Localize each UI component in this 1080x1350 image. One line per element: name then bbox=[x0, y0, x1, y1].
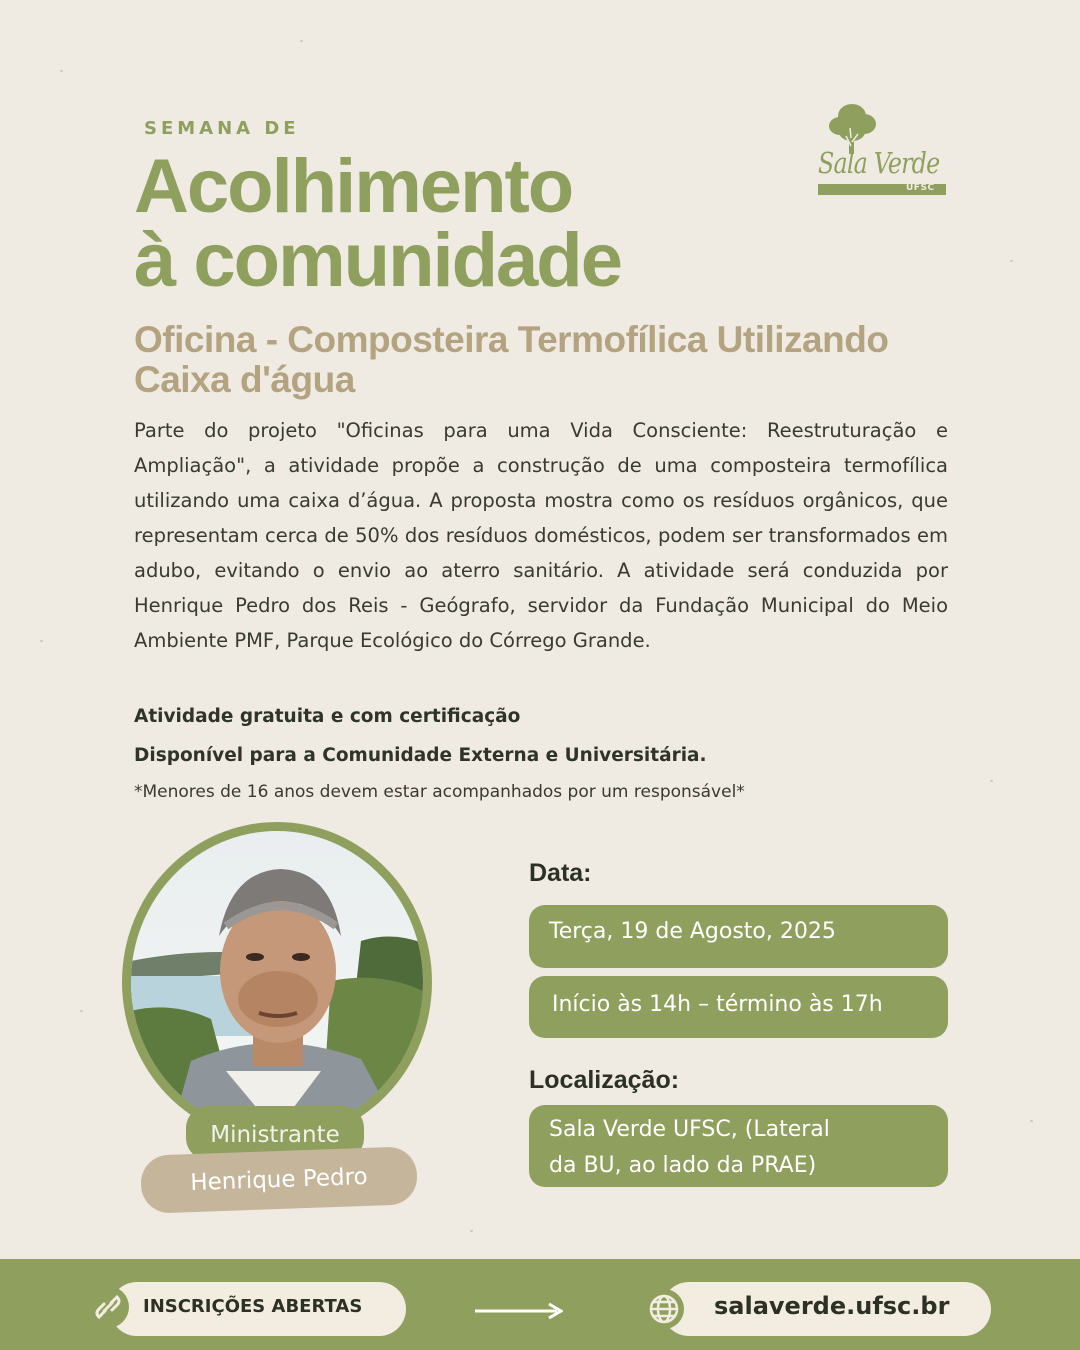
location-line-2: da BU, ao lado da PRAE) bbox=[549, 1153, 817, 1178]
kicker-text: SEMANA DE bbox=[144, 118, 300, 139]
logo-name: Sala Verde bbox=[818, 146, 940, 180]
link-icon bbox=[86, 1285, 130, 1329]
background-speck bbox=[60, 70, 63, 72]
title-line-1: Acolhimento bbox=[134, 144, 573, 229]
note-minors: *Menores de 16 anos devem estar acompanhados por um responsável* bbox=[134, 782, 745, 802]
page-title bbox=[134, 144, 834, 303]
event-description: Parte do projeto "Oficinas para uma Vida Consciente: Reestruturação e Ampliação", a atividade propõe a construção de uma composteira termofílica utilizando uma caixa d’água. A proposta mostra como os resíduos orgânicos, que representam cerca de 50% dos resíduos domésticos, podem ser transformados em adubo, evitando o envio ao aterro sanitário. A atividade será conduzida por Henrique Pedro dos Reis - Geógrafo, servidor da Fundação Municipal do Meio Ambiente PMF, Parque Ecológico do Córrego Grande. bbox=[134, 419, 948, 652]
arrow-right-icon bbox=[475, 1302, 563, 1320]
speaker-photo bbox=[131, 831, 423, 1133]
note-free: Atividade gratuita e com certificação bbox=[134, 706, 521, 727]
background-speck bbox=[40, 640, 43, 642]
speaker-name: Henrique Pedro bbox=[140, 1146, 418, 1214]
location-line-1: Sala Verde UFSC, (Lateral bbox=[549, 1117, 830, 1142]
date-label: Data: bbox=[529, 859, 592, 887]
registration-label[interactable]: INSCRIÇÕES ABERTAS bbox=[143, 1296, 363, 1317]
background-speck bbox=[80, 1010, 83, 1012]
background-speck bbox=[1010, 260, 1013, 262]
background-speck bbox=[1030, 1120, 1033, 1122]
note-audience: Disponível para a Comunidade Externa e Universitária. bbox=[134, 745, 707, 766]
logo-sub: UFSC bbox=[906, 183, 935, 193]
location-label: Localização: bbox=[529, 1066, 680, 1094]
background-speck bbox=[990, 780, 993, 782]
event-subtitle: Oficina - Composteira Termofílica Utilizando Caixa d'água bbox=[134, 319, 889, 400]
background-speck bbox=[470, 1230, 473, 1232]
date-pill: Terça, 19 de Agosto, 2025 bbox=[529, 905, 948, 968]
globe-icon bbox=[643, 1288, 685, 1330]
location-pill bbox=[529, 1105, 948, 1187]
website-label[interactable]: salaverde.ufsc.br bbox=[714, 1292, 950, 1320]
background-speck bbox=[300, 40, 303, 42]
speaker-role: Ministrante bbox=[186, 1106, 364, 1160]
title-line-2: à comunidade bbox=[134, 218, 621, 303]
time-pill: Início às 14h – término às 17h bbox=[529, 976, 948, 1038]
